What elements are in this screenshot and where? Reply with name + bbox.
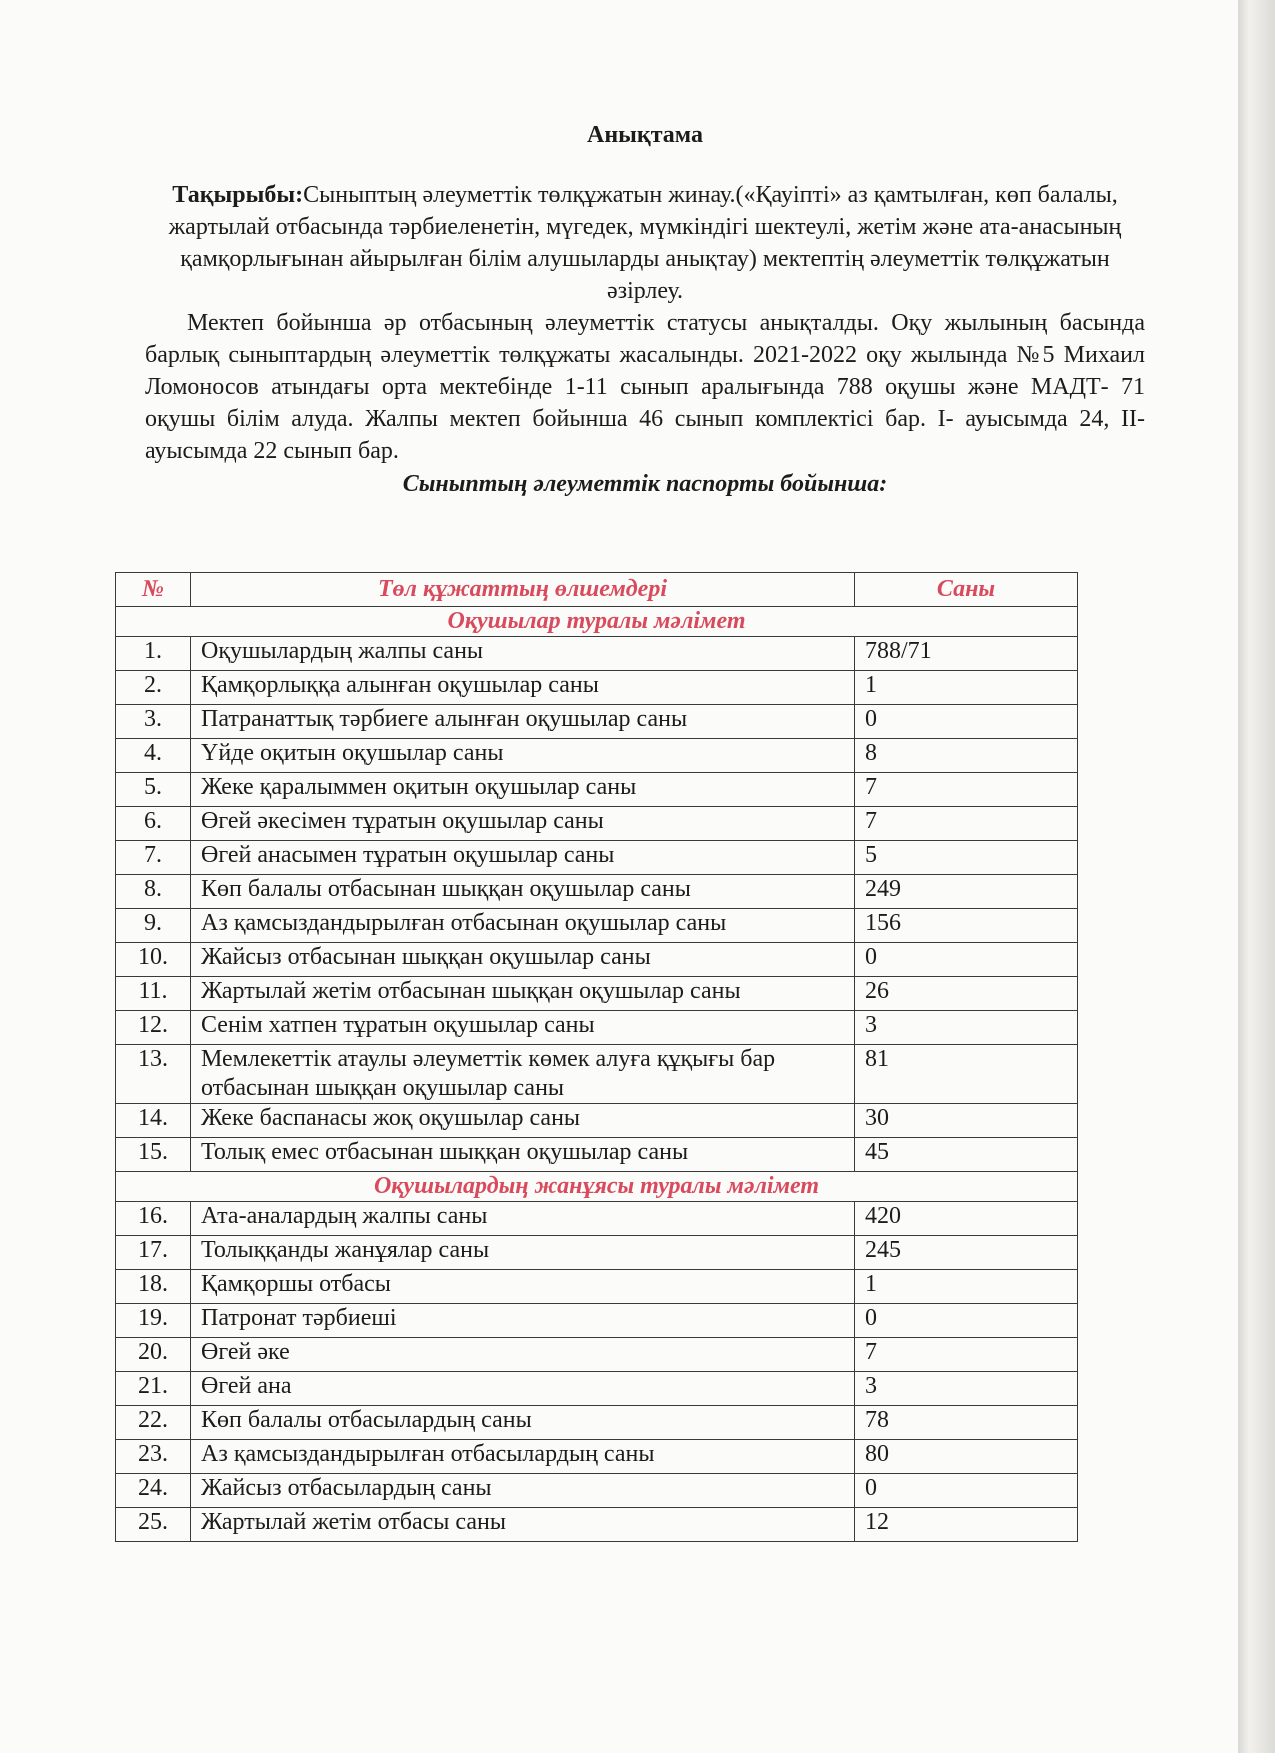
row-number: 7. bbox=[116, 841, 191, 875]
row-label: Жайсыз отбасынан шыққан оқушылар саны bbox=[191, 943, 855, 977]
row-number: 9. bbox=[116, 909, 191, 943]
row-value: 81 bbox=[855, 1045, 1078, 1104]
row-value: 26 bbox=[855, 977, 1078, 1011]
row-value: 3 bbox=[855, 1372, 1078, 1406]
row-label: Толыққанды жанұялар саны bbox=[191, 1236, 855, 1270]
row-value: 0 bbox=[855, 705, 1078, 739]
table-header-row bbox=[116, 573, 1078, 607]
row-value: 0 bbox=[855, 1474, 1078, 1508]
row-value: 249 bbox=[855, 875, 1078, 909]
row-label: Сенім хатпен тұратын оқушылар саны bbox=[191, 1011, 855, 1045]
table-row bbox=[116, 1406, 1078, 1440]
row-value: 3 bbox=[855, 1011, 1078, 1045]
row-value: 78 bbox=[855, 1406, 1078, 1440]
table-row bbox=[116, 637, 1078, 671]
table-subheading: Сыныптың әлеуметтік паспорты бойынша: bbox=[402, 471, 888, 497]
row-label: Қамқорлыққа алынған оқушылар саны bbox=[191, 671, 855, 705]
table-row bbox=[116, 1440, 1078, 1474]
header-count: Саны bbox=[855, 573, 1078, 607]
table-row bbox=[116, 1338, 1078, 1372]
row-value: 1 bbox=[855, 671, 1078, 705]
row-number: 4. bbox=[116, 739, 191, 773]
row-label: Жартылай жетім отбасынан шыққан оқушылар саны bbox=[191, 977, 855, 1011]
table-row bbox=[116, 705, 1078, 739]
table-row bbox=[116, 1138, 1078, 1172]
document-title: Анықтама bbox=[587, 122, 703, 148]
row-label: Ата-аналардың жалпы саны bbox=[191, 1202, 855, 1236]
table-row bbox=[116, 841, 1078, 875]
section-title: Оқушылар туралы мәлімет bbox=[116, 607, 1078, 637]
table-row bbox=[116, 977, 1078, 1011]
row-value: 8 bbox=[855, 739, 1078, 773]
stacked-pages-edge bbox=[1238, 0, 1275, 1753]
row-value: 0 bbox=[855, 1304, 1078, 1338]
row-label: Аз қамсыздандырылған отбасынан оқушылар саны bbox=[191, 909, 855, 943]
row-number: 25. bbox=[116, 1508, 191, 1542]
row-number: 23. bbox=[116, 1440, 191, 1474]
table-row bbox=[116, 671, 1078, 705]
row-number: 21. bbox=[116, 1372, 191, 1406]
table-row bbox=[116, 1045, 1078, 1104]
row-label: Көп балалы отбасынан шыққан оқушылар саны bbox=[191, 875, 855, 909]
row-number: 5. bbox=[116, 773, 191, 807]
table-row bbox=[116, 909, 1078, 943]
row-value: 245 bbox=[855, 1236, 1078, 1270]
section-title: Оқушылардың жанұясы туралы мәлімет bbox=[116, 1172, 1078, 1202]
row-number: 6. bbox=[116, 807, 191, 841]
row-number: 3. bbox=[116, 705, 191, 739]
row-label: Өгей ана bbox=[191, 1372, 855, 1406]
row-number: 12. bbox=[116, 1011, 191, 1045]
table-row bbox=[116, 1508, 1078, 1542]
row-value: 5 bbox=[855, 841, 1078, 875]
row-value: 788/71 bbox=[855, 637, 1078, 671]
row-number: 15. bbox=[116, 1138, 191, 1172]
table-row bbox=[116, 875, 1078, 909]
row-value: 156 bbox=[855, 909, 1078, 943]
table-row bbox=[116, 807, 1078, 841]
row-number: 19. bbox=[116, 1304, 191, 1338]
row-number: 1. bbox=[116, 637, 191, 671]
table-row bbox=[116, 1474, 1078, 1508]
row-label: Көп балалы отбасылардың саны bbox=[191, 1406, 855, 1440]
row-number: 2. bbox=[116, 671, 191, 705]
row-label: Өгей әкесімен тұратын оқушылар саны bbox=[191, 807, 855, 841]
table-row bbox=[116, 739, 1078, 773]
row-label: Өгей әке bbox=[191, 1338, 855, 1372]
table-row bbox=[116, 1104, 1078, 1138]
row-number: 18. bbox=[116, 1270, 191, 1304]
row-label: Мемлекеттік атаулы әлеуметтік көмек алуға құқығы бар отбасынан шыққан оқушылар саны bbox=[191, 1045, 855, 1104]
row-label: Қамқоршы отбасы bbox=[191, 1270, 855, 1304]
row-number: 13. bbox=[116, 1045, 191, 1104]
row-label: Үйде оқитын оқушылар саны bbox=[191, 739, 855, 773]
row-number: 10. bbox=[116, 943, 191, 977]
row-value: 30 bbox=[855, 1104, 1078, 1138]
section-row bbox=[116, 1172, 1078, 1202]
row-number: 22. bbox=[116, 1406, 191, 1440]
row-value: 7 bbox=[855, 773, 1078, 807]
row-value: 7 bbox=[855, 1338, 1078, 1372]
row-value: 7 bbox=[855, 807, 1078, 841]
header-criteria: Төл құжаттың өлшемдері bbox=[191, 573, 855, 607]
section-row bbox=[116, 607, 1078, 637]
row-number: 20. bbox=[116, 1338, 191, 1372]
table-row bbox=[116, 773, 1078, 807]
table-row bbox=[116, 1236, 1078, 1270]
row-label: Жеке қаралыммен оқитын оқушылар саны bbox=[191, 773, 855, 807]
row-value: 12 bbox=[855, 1508, 1078, 1542]
row-value: 45 bbox=[855, 1138, 1078, 1172]
header-num: № bbox=[116, 573, 191, 607]
topic-text: Сыныптың әлеуметтік төлқұжатын жинау.(«Қауіпті» аз қамтылған, көп балалы, жартылай отбасында тәрбиеленетін, мүгедек, мүмкіндігі шектеулі, жетім және ата-анасының қамқорлығынан айырылған білім алушыларды анықтау) мектептің әлеуметтік төлқұжатын әзірлеу. bbox=[168, 182, 1122, 304]
topic-label: Тақырыбы: bbox=[172, 182, 304, 208]
row-value: 420 bbox=[855, 1202, 1078, 1236]
table-row bbox=[116, 1304, 1078, 1338]
row-value: 1 bbox=[855, 1270, 1078, 1304]
row-value: 0 bbox=[855, 943, 1078, 977]
row-label: Патранаттық тәрбиеге алынған оқушылар саны bbox=[191, 705, 855, 739]
row-number: 14. bbox=[116, 1104, 191, 1138]
row-label: Жеке баспанасы жоқ оқушылар саны bbox=[191, 1104, 855, 1138]
row-number: 24. bbox=[116, 1474, 191, 1508]
row-label: Патронат тәрбиеші bbox=[191, 1304, 855, 1338]
row-value: 80 bbox=[855, 1440, 1078, 1474]
row-number: 17. bbox=[116, 1236, 191, 1270]
intro-paragraph: Мектеп бойынша әр отбасының әлеуметтік статусы анықталды. Оқу жылының басында барлық сыныптардың әлеуметтік төлқұжаты жасалынды. 2021-2022 оқу жылында №5 Михаил Ломоносов атындағы орта мектебінде 1-11 сынып аралығында 788 оқушы және МАДТ- 71 оқушы білім алуда. Жалпы мектеп бойынша 46 сынып комплектісі бар. I- ауысымда 24, II-ауысымда 22 сынып бар. bbox=[145, 310, 1145, 464]
row-number: 16. bbox=[116, 1202, 191, 1236]
row-number: 11. bbox=[116, 977, 191, 1011]
table-row bbox=[116, 1270, 1078, 1304]
table-row bbox=[116, 1372, 1078, 1406]
row-label: Оқушылардың жалпы саны bbox=[191, 637, 855, 671]
row-number: 8. bbox=[116, 875, 191, 909]
table-row bbox=[116, 1202, 1078, 1236]
row-label: Өгей анасымен тұратын оқушылар саны bbox=[191, 841, 855, 875]
row-label: Толық емес отбасынан шыққан оқушылар саны bbox=[191, 1138, 855, 1172]
topic bbox=[145, 179, 1145, 307]
table-row bbox=[116, 1011, 1078, 1045]
document-body bbox=[145, 122, 1145, 510]
row-label: Жайсыз отбасылардың саны bbox=[191, 1474, 855, 1508]
table-row bbox=[116, 943, 1078, 977]
row-label: Аз қамсыздандырылған отбасылардың саны bbox=[191, 1440, 855, 1474]
table-body bbox=[116, 607, 1078, 1542]
row-label: Жартылай жетім отбасы саны bbox=[191, 1508, 855, 1542]
social-passport-table bbox=[115, 572, 1078, 1542]
